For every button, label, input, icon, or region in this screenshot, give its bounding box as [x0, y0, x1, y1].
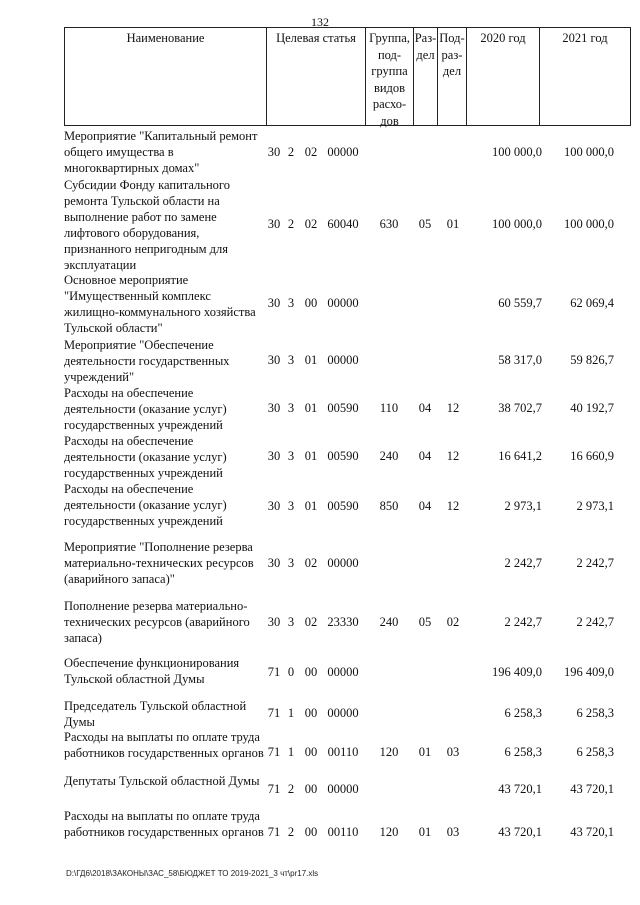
target-part-1: 30 [267, 217, 281, 231]
table-row [0, 729, 640, 775]
table-row [0, 773, 640, 805]
target-part-4: 00590 [327, 499, 359, 513]
amount-2021: 40 192,7 [570, 401, 614, 415]
target-part-3: 02 [304, 217, 318, 231]
target-part-1: 30 [267, 296, 281, 310]
table-header [64, 27, 631, 126]
subsection-code: 12 [446, 401, 460, 415]
column-subsection-header: Под- раз- дел [438, 28, 467, 125]
table-row [0, 539, 640, 587]
subsection-code: 12 [446, 499, 460, 513]
target-part-4: 00590 [327, 449, 359, 463]
amount-2021: 100 000,0 [564, 217, 614, 231]
group-code: 630 [379, 217, 399, 231]
amount-2020: 6 258,3 [504, 706, 542, 720]
amount-2020: 2 242,7 [504, 556, 542, 570]
amount-2021: 196 409,0 [564, 665, 614, 679]
target-part-3: 02 [304, 145, 318, 159]
table-row [0, 808, 640, 855]
target-part-3: 00 [304, 665, 318, 679]
target-part-1: 30 [267, 615, 281, 629]
table-row [0, 598, 640, 646]
target-part-2: 3 [287, 499, 295, 513]
row-name: Мероприятие "Обеспечение деятельности государственных учреждений" [64, 338, 230, 384]
target-part-1: 71 [267, 706, 281, 720]
target-part-3: 02 [304, 556, 318, 570]
target-part-3: 00 [304, 824, 318, 839]
target-part-4: 00000 [327, 296, 359, 310]
target-part-3: 00 [304, 782, 318, 796]
target-part-1: 30 [267, 499, 281, 513]
row-name: Расходы на обеспечение деятельности (оказание услуг) государственных учреждений [64, 482, 227, 528]
section-code: 01 [418, 824, 432, 839]
subsection-code: 03 [446, 745, 460, 759]
row-name: Расходы на выплаты по оплате труда работников государственных органов [64, 730, 264, 760]
target-part-4: 00000 [327, 782, 359, 796]
target-part-4: 00000 [327, 145, 359, 159]
column-2020-header: 2020 год [467, 28, 540, 125]
subsection-code: 02 [446, 615, 460, 629]
row-name: Основное мероприятие "Имущественный комплекс жилищно-коммунального хозяйства Тульской области" [64, 273, 256, 335]
target-part-2: 3 [287, 353, 295, 367]
target-part-2: 2 [287, 824, 295, 839]
target-part-1: 71 [267, 782, 281, 796]
file-path-footer: D:\ГД6\2018\ЗАКОНЫ\ЗАС_58\БЮДЖЕТ ТО 2019-2021_3 чт\pr17.xls [66, 869, 319, 878]
amount-2020: 6 258,3 [504, 745, 542, 759]
target-part-2: 1 [287, 745, 295, 759]
table-row [0, 655, 640, 689]
group-code: 240 [379, 615, 399, 629]
target-part-1: 30 [267, 145, 281, 159]
amount-2021: 43 720,1 [570, 782, 614, 796]
amount-2020: 16 641,2 [498, 449, 542, 463]
column-name-header: Наименование [65, 28, 267, 125]
target-part-4: 00000 [327, 706, 359, 720]
table-row [0, 177, 640, 271]
section-code: 04 [418, 401, 432, 415]
target-part-3: 00 [304, 706, 318, 720]
row-name: Председатель Тульской областной Думы [64, 699, 247, 729]
amount-2021: 6 258,3 [576, 745, 614, 759]
amount-2020: 43 720,1 [498, 824, 542, 839]
target-part-4: 00110 [327, 745, 359, 759]
table-row [0, 698, 640, 728]
row-name: Расходы на выплаты по оплате труда работников государственных органов [64, 809, 264, 839]
amount-2020: 60 559,7 [498, 296, 542, 310]
group-code: 850 [379, 499, 399, 513]
target-part-3: 01 [304, 401, 318, 415]
amount-2021: 43 720,1 [570, 824, 614, 839]
target-part-3: 00 [304, 745, 318, 759]
target-part-1: 30 [267, 401, 281, 415]
target-part-3: 02 [304, 615, 318, 629]
amount-2021: 2 973,1 [576, 499, 614, 513]
target-part-3: 01 [304, 449, 318, 463]
target-part-4: 00590 [327, 401, 359, 415]
column-target-header: Целевая статья [267, 28, 366, 125]
group-code: 110 [379, 401, 399, 415]
target-part-2: 2 [287, 217, 295, 231]
table-row [0, 385, 640, 431]
section-code: 04 [418, 499, 432, 513]
amount-2021: 59 826,7 [570, 353, 614, 367]
target-part-2: 3 [287, 556, 295, 570]
column-section-header: Раз- дел [414, 28, 438, 125]
row-name: Депутаты Тульской областной Думы [64, 774, 260, 788]
table-row [0, 128, 640, 176]
row-name: Обеспечение функционирования Тульской областной Думы [64, 656, 240, 686]
target-part-3: 00 [304, 296, 318, 310]
table-row [0, 481, 640, 531]
section-code: 05 [418, 217, 432, 231]
target-part-1: 71 [267, 824, 281, 839]
subsection-code: 03 [446, 824, 460, 839]
amount-2021: 62 069,4 [570, 296, 614, 310]
amount-2020: 2 242,7 [504, 615, 542, 629]
page-number: 132 [311, 15, 329, 29]
amount-2021: 100 000,0 [564, 145, 614, 159]
target-part-3: 01 [304, 499, 318, 513]
section-code: 01 [418, 745, 432, 759]
row-name: Субсидии Фонду капитального ремонта Тульской области на выполнение работ по замене лифтового оборудования, признанного непригодным для эксплуатации [64, 178, 230, 272]
target-part-1: 30 [267, 556, 281, 570]
amount-2021: 2 242,7 [576, 556, 614, 570]
table-row [0, 272, 640, 334]
target-part-2: 3 [287, 615, 295, 629]
amount-2020: 2 973,1 [504, 499, 542, 513]
subsection-code: 01 [446, 217, 460, 231]
target-part-4: 00000 [327, 556, 359, 570]
table-row [0, 433, 640, 479]
target-part-4: 00000 [327, 665, 359, 679]
row-name: Мероприятие "Капитальный ремонт общего имущества в многоквартирных домах" [64, 129, 258, 175]
target-part-4: 23330 [327, 615, 359, 629]
target-part-2: 2 [287, 145, 295, 159]
target-part-4: 00000 [327, 353, 359, 367]
group-code: 120 [379, 745, 399, 759]
row-name: Пополнение резерва материально-технических ресурсов (аварийного запаса) [64, 599, 250, 645]
target-part-1: 30 [267, 449, 281, 463]
target-part-2: 2 [287, 782, 295, 796]
amount-2021: 6 258,3 [576, 706, 614, 720]
section-code: 04 [418, 449, 432, 463]
amount-2020: 38 702,7 [498, 401, 542, 415]
column-2021-header: 2021 год [562, 31, 608, 45]
target-part-2: 1 [287, 706, 295, 720]
target-part-1: 30 [267, 353, 281, 367]
amount-2020: 196 409,0 [492, 665, 542, 679]
target-part-4: 00110 [327, 824, 359, 839]
subsection-code: 12 [446, 449, 460, 463]
row-name: Расходы на обеспечение деятельности (оказание услуг) государственных учреждений [64, 434, 227, 480]
column-group-header: Группа, под- группа видов расхо- дов [366, 28, 414, 125]
amount-2020: 43 720,1 [498, 782, 542, 796]
target-part-3: 01 [304, 353, 318, 367]
group-code: 120 [379, 824, 399, 839]
amount-2021: 16 660,9 [570, 449, 614, 463]
table-row [0, 337, 640, 383]
amount-2020: 100 000,0 [492, 145, 542, 159]
target-part-1: 71 [267, 665, 281, 679]
target-part-2: 0 [287, 665, 295, 679]
amount-2021: 2 242,7 [576, 615, 614, 629]
row-name: Расходы на обеспечение деятельности (оказание услуг) государственных учреждений [64, 386, 227, 432]
target-part-2: 3 [287, 401, 295, 415]
target-part-2: 3 [287, 296, 295, 310]
row-name: Мероприятие "Пополнение резерва материально-технических ресурсов (аварийного запаса)" [64, 540, 254, 586]
amount-2020: 58 317,0 [498, 353, 542, 367]
target-part-1: 71 [267, 745, 281, 759]
target-part-4: 60040 [327, 217, 359, 231]
group-code: 240 [379, 449, 399, 463]
amount-2020: 100 000,0 [492, 217, 542, 231]
target-part-2: 3 [287, 449, 295, 463]
section-code: 05 [418, 615, 432, 629]
